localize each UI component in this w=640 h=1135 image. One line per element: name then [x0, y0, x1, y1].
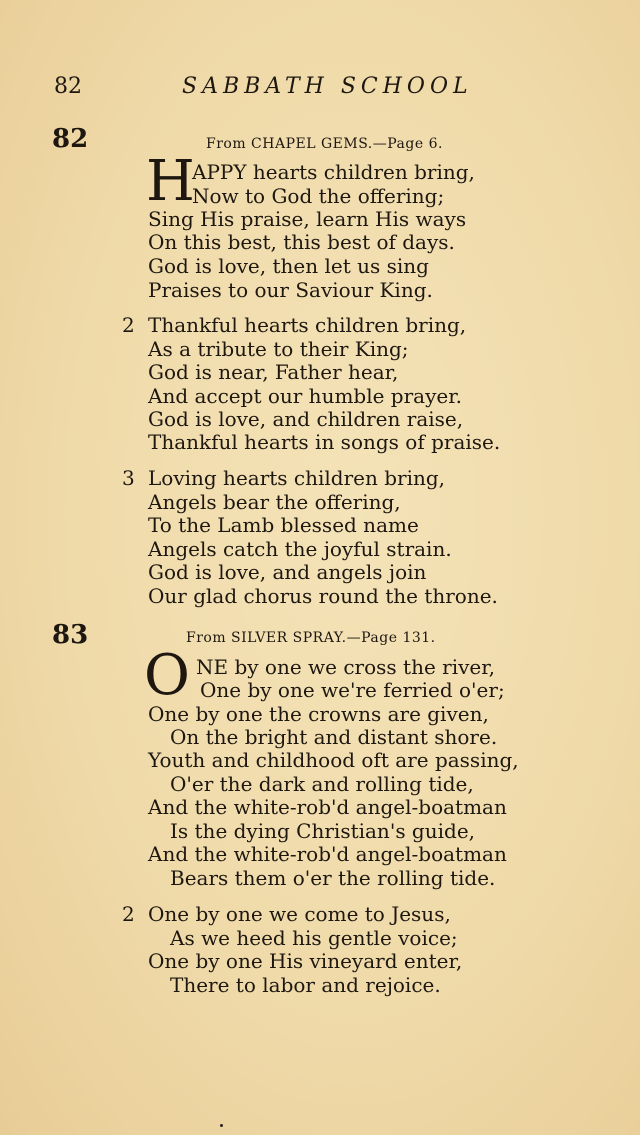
verse-line: One by one we're ferried o'er;	[200, 678, 505, 702]
drop-cap: O	[144, 643, 190, 708]
verse-line: Angels catch the joyful strain.	[148, 537, 452, 561]
verse-line: Now to God the offering;	[192, 184, 445, 208]
verse-line: Praises to our Saviour King.	[148, 278, 433, 302]
hymn-source: From SILVER SPRAY.—Page 131.	[186, 630, 436, 646]
verse-line: God is near, Father hear,	[148, 360, 399, 384]
verse-number: 2	[122, 902, 135, 926]
verse-line: There to labor and rejoice.	[170, 973, 441, 997]
hymn-number: 83	[52, 620, 89, 650]
page-number: 82	[54, 74, 82, 99]
verse-line: Our glad chorus round the throne.	[148, 584, 498, 608]
verse-line: One by one His vineyard enter,	[148, 949, 463, 973]
verse-line: Bears them o'er the rolling tide.	[170, 866, 496, 890]
verse-line: On the bright and distant shore.	[170, 725, 498, 749]
verse-line: Youth and childhood oft are passing,	[148, 748, 519, 772]
verse-line: Sing His praise, learn His ways	[148, 207, 467, 231]
verse-line: O'er the dark and rolling tide,	[170, 772, 474, 796]
verse-line: Thankful hearts children bring,	[148, 313, 467, 337]
verse-line: Is the dying Christian's guide,	[170, 819, 476, 843]
verse-line: Angels bear the offering,	[148, 490, 401, 514]
verse-line: God is love, and angels join	[148, 560, 427, 584]
hymn-number: 82	[52, 124, 89, 154]
verse-line: Loving hearts children bring,	[148, 466, 446, 490]
drop-cap: H	[146, 149, 195, 214]
verse-line: NE by one we cross the river,	[196, 655, 495, 679]
verse-number: 3	[122, 466, 135, 490]
verse-line: God is love, then let us sing	[148, 254, 429, 278]
running-title: SABBATH SCHOOL	[182, 74, 473, 99]
verse-line: To the Lamb blessed name	[148, 513, 419, 537]
verse-line: APPY hearts children bring,	[192, 160, 475, 184]
verse-line: And the white-rob'd angel-boatman	[148, 795, 507, 819]
verse-line: On this best, this best of days.	[148, 230, 455, 254]
verse-line: And the white-rob'd angel-boatman	[148, 842, 507, 866]
verse-line: One by one we come to Jesus,	[148, 902, 451, 926]
hymn-source: From CHAPEL GEMS.—Page 6.	[206, 136, 443, 152]
verse-line: And accept our humble prayer.	[148, 384, 462, 408]
verse-line: As we heed his gentle voice;	[170, 926, 458, 950]
verse-line: God is love, and children raise,	[148, 407, 464, 431]
verse-line: As a tribute to their King;	[148, 337, 409, 361]
verse-line: One by one the crowns are given,	[148, 702, 489, 726]
verse-number: 2	[122, 313, 135, 337]
verse-line: Thankful hearts in songs of praise.	[148, 430, 501, 454]
ink-speck	[220, 1124, 223, 1127]
